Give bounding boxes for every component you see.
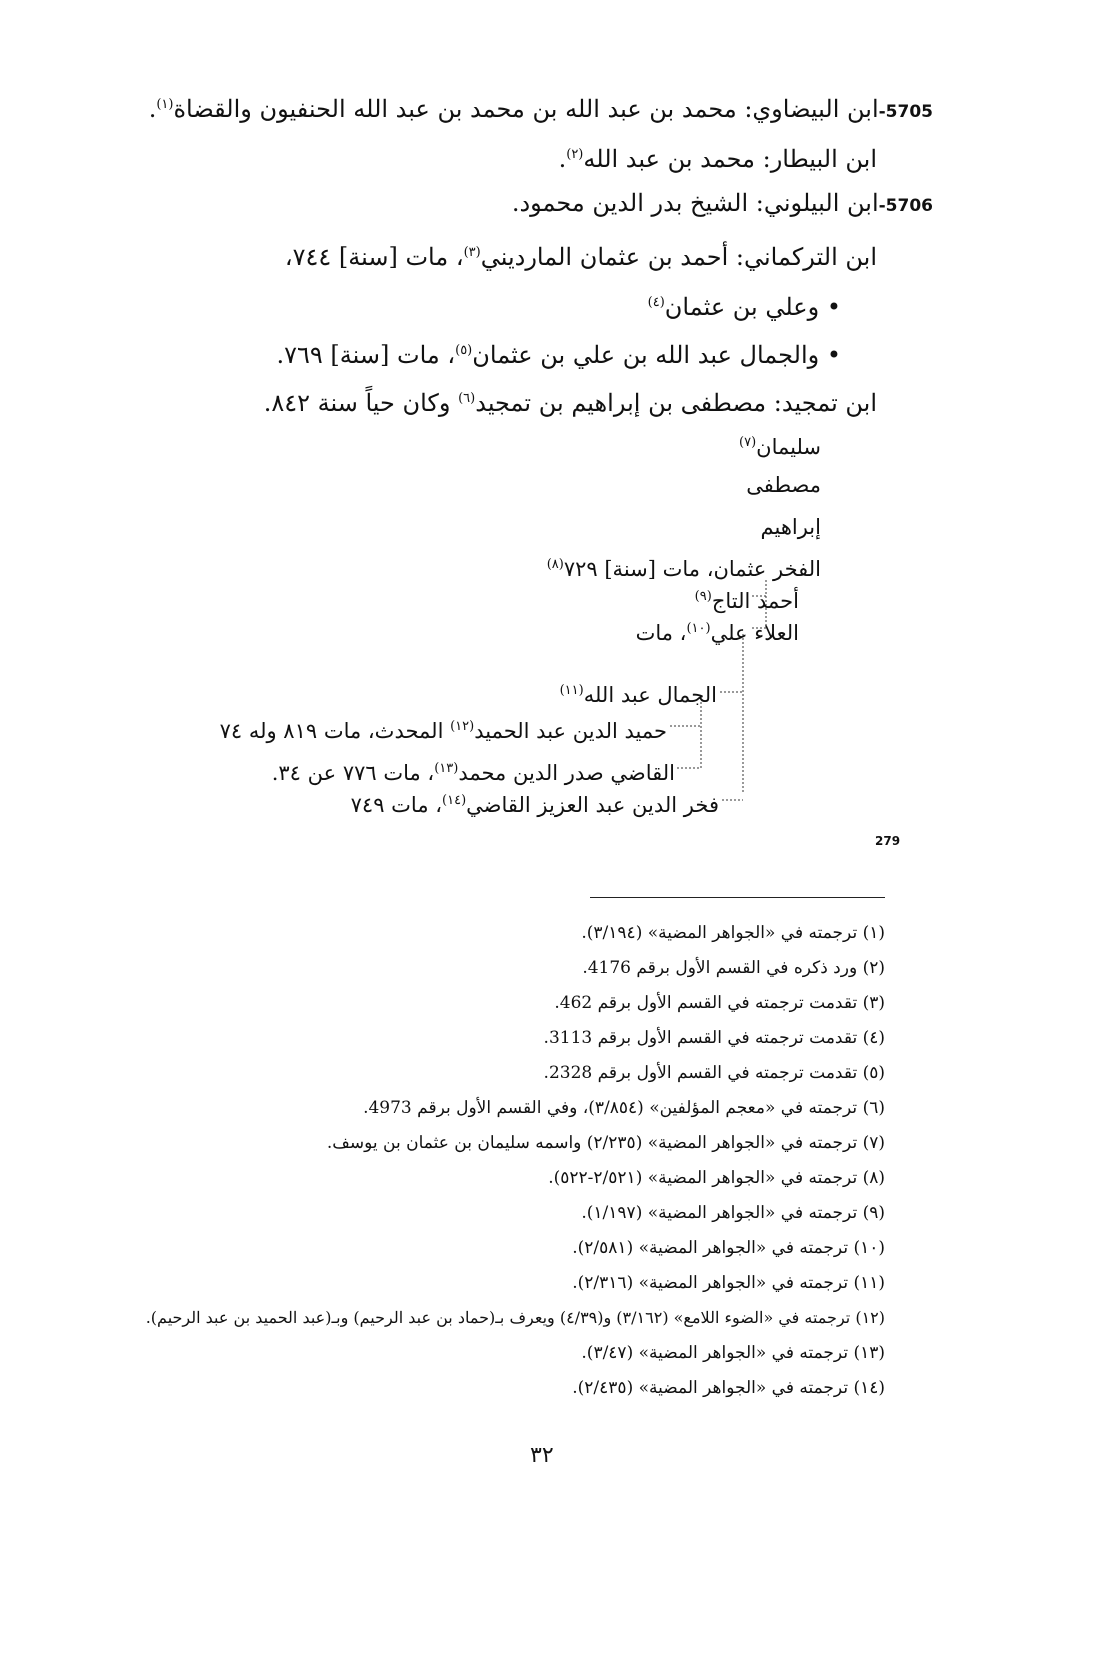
footnote-ref: (١٠): [686, 621, 711, 636]
footnote-5: (٥) تقدمت ترجمته في القسم الأول برقم 2328.: [543, 1063, 885, 1083]
footnote-4: (٤) تقدمت ترجمته في القسم الأول برقم 3113.: [543, 1028, 885, 1048]
footnote-ref: (٣): [463, 245, 481, 260]
footnote-ref: (٦): [458, 391, 476, 406]
footnote-1: (١) ترجمته في «الجواهر المضية» (٣/١٩٤).: [581, 923, 885, 943]
tree-node-name: سليمان: [756, 435, 821, 459]
entry-tail: وكان حياً سنة ٨٤٢.: [263, 389, 459, 417]
entry-tail: .: [148, 95, 157, 123]
footnote-ref: (١٢): [450, 719, 475, 734]
footnote-10: (١٠) ترجمته في «الجواهر المضية» (٢/٥٨١).: [572, 1238, 885, 1258]
tree-node-name: الفخر عثمان، مات [سنة] ٧٢٩: [563, 557, 821, 581]
page-number: ٣٢: [530, 1443, 554, 1468]
tree-node-name: فخر الدين عبد العزيز القاضي: [466, 793, 719, 817]
tree-node-sadr-aldin: [272, 756, 675, 786]
footnote-2: (٢) ورد ذكره في القسم الأول برقم 4176.: [582, 958, 885, 978]
entry-text: • وعلي بن عثمان: [664, 293, 841, 321]
entry-text: ابن البيلوني: الشيخ بدر الدين محمود.: [511, 189, 879, 217]
entry-text: ابن البيطار: محمد بن عبد الله: [583, 145, 877, 173]
footnote-ref: (١٤): [442, 793, 467, 808]
footnote-14: (١٤) ترجمته في «الجواهر المضية» (٢/٤٣٥).: [572, 1378, 885, 1398]
tree-node-fakhr-aldin: [351, 788, 719, 818]
tree-node-tail: ، مات ٧٤٩: [350, 793, 443, 817]
tree-node-name: الجمال عبد الله: [583, 683, 717, 707]
entry-number: 5705-: [878, 102, 933, 122]
footnote-6: (٦) ترجمته في «معجم المؤلفين» (٣/٨٥٤)، وفي القسم الأول برقم 4973.: [363, 1098, 885, 1118]
tree-node-name: إبراهيم: [760, 515, 821, 539]
tree-node-tail: ، مات ٧٧٦ عن ٣٤.: [271, 761, 435, 785]
footnote-13: (١٣) ترجمته في «الجواهر المضية» (٣/٤٧).: [581, 1343, 885, 1363]
footnote-ref: (٧): [739, 435, 757, 450]
footnote-ref: (١): [156, 97, 174, 112]
footnote-9: (٩) ترجمته في «الجواهر المضية» (١/١٩٧).: [581, 1203, 885, 1223]
tree-node-ibrahim: [761, 514, 822, 540]
tree-node-ahmad-altaj: [695, 584, 799, 614]
tree-node-name: أحمد التاج: [711, 589, 799, 613]
tree-node-name: حميد الدين عبد الحميد: [474, 719, 667, 743]
tree-node-mustafa: [746, 472, 821, 498]
tree-node-tail: ، مات: [635, 621, 687, 645]
footnote-ref: (٩): [694, 589, 712, 604]
tree-node-tail: المحدث، مات ٨١٩ وله ٧٤: [219, 719, 451, 743]
footnote-ref: (٤): [647, 295, 665, 310]
footnote-7: (٧) ترجمته في «الجواهر المضية» (٢/٢٣٥) واسمه سليمان بن عثمان بن يوسف.: [326, 1133, 885, 1153]
footnote-separator: [590, 897, 885, 898]
tree-node-name: العلاء علي: [710, 621, 799, 645]
entry-text: • والجمال عبد الله بن علي بن عثمان: [472, 341, 841, 369]
tree-node-ala-ali: [636, 616, 799, 646]
footnote-3: (٣) تقدمت ترجمته في القسم الأول برقم 462.: [554, 993, 885, 1013]
page-marker: 279: [875, 834, 901, 848]
tree-node-jamal-abdullah: [560, 678, 717, 708]
entry-text: ابن البيضاوي: محمد بن عبد الله بن محمد بن عبد الله الحنفيون والقضاة: [173, 95, 879, 123]
entry-text: ابن التركماني: أحمد بن عثمان المارديني: [480, 243, 877, 271]
entry-text: ابن تمجيد: مصطفى بن إبراهيم بن تمجيد: [475, 389, 877, 417]
entry-tail: .: [558, 145, 567, 173]
entry-tail: ، مات [سنة] ٧٤٤،: [284, 243, 464, 271]
footnote-12: (١٢) ترجمته في «الضوء اللامع» (٣/١٦٢) و(٤/٣٩) ويعرف بـ(حماد بن عبد الرحيم) وبـ(عبد الحميد بن عبد الرحيم).: [145, 1308, 885, 1327]
tree-node-name: مصطفى: [746, 473, 821, 497]
footnote-8: (٨) ترجمته في «الجواهر المضية» (٢/٥٢١-٥٢٢).: [548, 1168, 885, 1188]
footnote-ref: (١٣): [434, 761, 459, 776]
footnote-ref: (٨): [546, 557, 564, 572]
tree-node-fakhr-uthman: [547, 552, 821, 582]
tree-node-sulayman: [739, 430, 821, 460]
entry-number: 5706-: [878, 196, 933, 216]
footnote-ref: (٢): [566, 147, 584, 162]
entry-tail: ، مات [سنة] ٧٦٩.: [276, 341, 456, 369]
tree-node-name: القاضي صدر الدين محمد: [458, 761, 675, 785]
tree-node-hamid-aldin: [220, 714, 667, 744]
footnote-ref: (١١): [559, 683, 584, 698]
footnote-ref: (٥): [455, 343, 473, 358]
footnote-11: (١١) ترجمته في «الجواهر المضية» (٢/٣١٦).: [572, 1273, 885, 1293]
